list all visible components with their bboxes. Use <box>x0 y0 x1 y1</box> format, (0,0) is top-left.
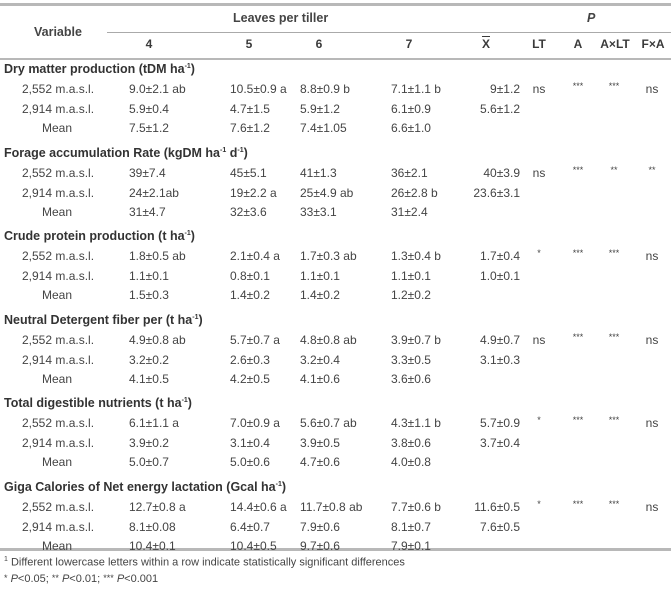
cell-leaves-6: 7.9±0.6 <box>300 519 340 534</box>
p-span-rule <box>512 32 671 33</box>
cell-p-axlt: *** <box>608 498 620 509</box>
cell-leaves-4: 3.9±0.2 <box>129 436 169 450</box>
cell-leaves-4: 31±4.7 <box>129 204 166 219</box>
unit-superscript-2: -1 <box>237 146 244 154</box>
cell-mean: 9±1.2 <box>490 82 520 96</box>
unit-superscript: -1 <box>275 480 282 488</box>
row-label: 2,914 m.a.s.l. <box>22 352 95 367</box>
cell-leaves-5: 45±5.1 <box>230 165 267 180</box>
col-header-axlt: A×LT <box>600 37 630 51</box>
cell-leaves-4: 24±2.1ab <box>129 185 179 200</box>
unit-superscript: -1 <box>181 396 188 404</box>
cell-p-axlt: *** <box>608 81 620 91</box>
cell-leaves-4: 3.2±0.2 <box>129 352 169 367</box>
cell-leaves-7: 3.9±0.7 b <box>391 332 441 347</box>
cell-leaves-5: 5.0±0.6 <box>230 455 270 469</box>
cell-mean: 3.1±0.3 <box>480 352 520 367</box>
sig-text-1: <0.05; <box>17 573 52 585</box>
section-title-text: Crude protein production (t ha <box>4 229 185 243</box>
cell-leaves-5: 14.4±0.6 a <box>230 499 287 514</box>
row-label: 2,552 m.a.s.l. <box>22 165 95 180</box>
cell-leaves-5: 7.6±1.2 <box>230 121 270 135</box>
cell-leaves-6: 5.6±0.7 ab <box>300 416 357 430</box>
cell-leaves-4: 1.5±0.3 <box>129 288 169 302</box>
section-title-text: Forage accumulation Rate (kgDM ha <box>4 145 221 160</box>
sig-text-2: <0.01; <box>69 573 104 585</box>
row-label: 2,914 m.a.s.l. <box>22 519 95 534</box>
cell-leaves-6: 9.7±0.6 <box>300 538 340 553</box>
cell-leaves-6: 25±4.9 ab <box>300 185 354 200</box>
section-title-text: Giga Calories of Net energy lactation (Gcal ha <box>4 479 276 494</box>
cell-leaves-6: 33±3.1 <box>300 204 337 219</box>
cell-p-axlt: *** <box>608 248 620 258</box>
cell-leaves-7: 1.3±0.4 b <box>391 249 441 263</box>
col-header-4: 4 <box>145 37 153 51</box>
cell-mean: 4.9±0.7 <box>480 332 520 347</box>
cell-leaves-6: 3.9±0.5 <box>300 436 340 450</box>
row-label: Mean <box>42 204 73 219</box>
cell-leaves-4: 7.5±1.2 <box>129 121 169 135</box>
row-label: Mean <box>42 121 73 135</box>
row-label: 2,914 m.a.s.l. <box>22 436 95 450</box>
row-label: Mean <box>42 455 73 469</box>
cell-leaves-7: 3.3±0.5 <box>391 352 431 367</box>
cell-mean: 3.7±0.4 <box>480 436 520 450</box>
cell-p-fxa: ns <box>645 499 659 514</box>
unit-tail: ) <box>190 229 195 243</box>
cell-leaves-6: 1.7±0.3 ab <box>300 249 357 263</box>
col-header-6: 6 <box>315 37 323 51</box>
sig-star-1: * <box>4 573 8 583</box>
cell-p-fxa: ns <box>645 249 659 263</box>
cell-p-a: *** <box>572 415 584 425</box>
sig-star-3: *** <box>103 573 114 583</box>
cell-mean: 5.6±1.2 <box>480 102 520 116</box>
unit-tail: ) <box>190 62 195 76</box>
unit-tail: ) <box>187 396 192 410</box>
cell-mean: 1.0±0.1 <box>480 269 520 283</box>
cell-p-a: *** <box>572 81 584 91</box>
footnote-1 <box>4 556 405 569</box>
row-label: 2,552 m.a.s.l. <box>22 499 95 514</box>
cell-p-fxa: ns <box>645 82 659 96</box>
unit-superscript: -1 <box>192 313 199 321</box>
unit-tail: ) <box>243 145 248 160</box>
unit-tail: ) <box>198 312 203 327</box>
row-label: 2,914 m.a.s.l. <box>22 269 95 283</box>
row-label: 2,552 m.a.s.l. <box>22 416 95 430</box>
cell-p-fxa: ns <box>645 416 659 430</box>
cell-leaves-5: 1.4±0.2 <box>230 288 270 302</box>
col-header-5: 5 <box>245 37 253 51</box>
cell-leaves-6: 4.8±0.8 ab <box>300 332 357 347</box>
sig-p-3: P <box>116 573 125 585</box>
cell-leaves-6: 4.7±0.6 <box>300 455 340 469</box>
cell-mean: 11.6±0.5 <box>474 499 520 514</box>
sig-p-1: P <box>10 573 18 585</box>
sig-star-2: ** <box>51 573 59 583</box>
cell-leaves-7: 7.9±0.1 <box>391 538 431 553</box>
header-variable: Variable <box>34 25 82 39</box>
unit-superscript: -1 <box>184 229 191 237</box>
cell-leaves-5: 2.6±0.3 <box>230 352 270 367</box>
cell-p-a: *** <box>572 164 584 175</box>
cell-p-fxa: ns <box>645 332 659 347</box>
cell-leaves-5: 4.7±1.5 <box>230 102 270 116</box>
cell-leaves-4: 4.1±0.5 <box>129 371 169 386</box>
sig-text-3: <0.001 <box>124 573 159 585</box>
cell-p-a: *** <box>572 498 584 509</box>
cell-leaves-4: 8.1±0.08 <box>129 519 176 534</box>
cell-leaves-6: 4.1±0.6 <box>300 371 340 386</box>
cell-leaves-7: 3.8±0.6 <box>391 436 431 450</box>
footnote-1-marker: 1 <box>4 556 8 563</box>
section-title <box>4 396 192 410</box>
cell-leaves-5: 10.5±0.9 a <box>230 82 287 96</box>
cell-leaves-4: 5.0±0.7 <box>129 455 169 469</box>
cell-leaves-6: 1.1±0.1 <box>300 269 340 283</box>
cell-leaves-7: 7.7±0.6 b <box>391 499 441 514</box>
cell-leaves-7: 3.6±0.6 <box>391 371 431 386</box>
cell-p-lt: * <box>537 248 541 258</box>
cell-leaves-5: 10.4±0.5 <box>230 538 277 553</box>
col-header-a: A <box>573 37 583 51</box>
cell-leaves-5: 32±3.6 <box>230 204 267 219</box>
cell-leaves-6: 11.7±0.8 ab <box>300 499 363 514</box>
cell-leaves-7: 4.3±1.1 b <box>391 416 441 430</box>
footnote-1-text: Different lowercase letters within a row indicate statistically significant differences <box>7 556 405 569</box>
cell-leaves-4: 6.1±1.1 a <box>129 416 179 430</box>
cell-leaves-4: 5.9±0.4 <box>129 102 169 116</box>
header-leaves-per-tiller: Leaves per tiller <box>233 11 329 25</box>
cell-p-a: *** <box>572 331 584 342</box>
section-title <box>4 146 248 160</box>
section-title-text: Neutral Detergent fiber per (t ha <box>4 312 193 327</box>
cell-leaves-7: 8.1±0.7 <box>391 519 431 534</box>
cell-leaves-5: 3.1±0.4 <box>230 436 270 450</box>
section-title <box>4 62 195 76</box>
cell-leaves-6: 41±1.3 <box>300 165 337 180</box>
cell-leaves-4: 9.0±2.1 ab <box>129 82 186 96</box>
cell-leaves-7: 6.1±0.9 <box>391 102 431 116</box>
header-bottom-rule <box>0 58 671 60</box>
row-label: 2,914 m.a.s.l. <box>22 185 95 200</box>
cell-leaves-7: 31±2.4 <box>391 204 428 219</box>
cell-p-lt: * <box>537 498 541 509</box>
col-header-lt: LT <box>532 37 546 51</box>
cell-p-axlt: *** <box>608 331 620 342</box>
cell-p-a: *** <box>572 248 584 258</box>
cell-leaves-4: 1.8±0.5 ab <box>129 249 186 263</box>
cell-leaves-4: 4.9±0.8 ab <box>129 332 186 347</box>
cell-leaves-7: 1.1±0.1 <box>391 269 431 283</box>
col-header-mean-xbar: $\overline{X}$ <box>481 37 490 51</box>
section-title <box>4 313 203 327</box>
section-title-text: Total digestible nutrients (t ha <box>4 396 182 410</box>
section-title <box>4 480 286 494</box>
cell-p-lt: ns <box>532 165 546 180</box>
row-label: Mean <box>42 371 73 386</box>
unit-mid: d <box>226 145 238 160</box>
cell-leaves-7: 26±2.8 b <box>391 185 438 200</box>
unit-tail: ) <box>281 479 287 494</box>
cell-leaves-6: 3.2±0.4 <box>300 352 340 367</box>
cell-leaves-7: 1.2±0.2 <box>391 288 431 302</box>
cell-mean: 23.6±3.1 <box>473 185 520 200</box>
cell-leaves-4: 12.7±0.8 a <box>129 499 186 514</box>
section-title-text: Dry matter production (tDM ha <box>4 62 185 76</box>
row-label: 2,914 m.a.s.l. <box>22 102 95 116</box>
row-label: Mean <box>42 288 73 302</box>
row-label: 2,552 m.a.s.l. <box>22 332 95 347</box>
cell-p-axlt: *** <box>608 415 620 425</box>
row-label: 2,552 m.a.s.l. <box>22 82 95 96</box>
unit-superscript: -1 <box>184 62 191 70</box>
cell-leaves-6: 1.4±0.2 <box>300 288 340 302</box>
cell-leaves-6: 7.4±1.05 <box>300 121 347 135</box>
cell-p-lt: ns <box>532 82 546 96</box>
cell-leaves-5: 19±2.2 a <box>230 185 277 200</box>
section-title <box>4 229 195 243</box>
cell-leaves-7: 6.6±1.0 <box>391 121 431 135</box>
cell-leaves-5: 4.2±0.5 <box>230 371 270 386</box>
row-label: Mean <box>42 538 73 553</box>
cell-leaves-4: 10.4±0.1 <box>129 538 176 553</box>
col-header-fxa: F×A <box>641 37 665 51</box>
leaves-span-rule <box>107 32 517 33</box>
cell-leaves-6: 5.9±1.2 <box>300 102 340 116</box>
cell-leaves-5: 2.1±0.4 a <box>230 249 280 263</box>
cell-leaves-5: 7.0±0.9 a <box>230 416 280 430</box>
table-top-rule <box>0 3 671 6</box>
cell-mean: 40±3.9 <box>483 165 520 180</box>
row-label: 2,552 m.a.s.l. <box>22 249 95 263</box>
cell-mean: 7.6±0.5 <box>480 519 520 534</box>
footnote-significance <box>4 573 158 585</box>
sig-p-2: P <box>61 573 70 585</box>
cell-leaves-4: 1.1±0.1 <box>129 269 169 283</box>
cell-leaves-6: 8.8±0.9 b <box>300 82 350 96</box>
cell-leaves-7: 36±2.1 <box>391 165 428 180</box>
cell-p-lt: ns <box>532 332 546 347</box>
cell-leaves-5: 5.7±0.7 a <box>230 332 280 347</box>
cell-mean: 1.7±0.4 <box>480 249 520 263</box>
header-p: P <box>587 11 596 25</box>
cell-p-axlt: ** <box>610 164 618 175</box>
cell-mean: 5.7±0.9 <box>480 416 520 430</box>
cell-p-lt: * <box>537 415 541 425</box>
col-header-7: 7 <box>405 37 413 51</box>
cell-leaves-4: 39±7.4 <box>129 165 166 180</box>
cell-leaves-5: 0.8±0.1 <box>230 269 270 283</box>
unit-superscript: -1 <box>220 146 227 154</box>
cell-leaves-5: 6.4±0.7 <box>230 519 270 534</box>
cell-leaves-7: 4.0±0.8 <box>391 455 431 469</box>
cell-leaves-7: 7.1±1.1 b <box>391 82 441 96</box>
cell-p-fxa: ** <box>648 164 656 175</box>
